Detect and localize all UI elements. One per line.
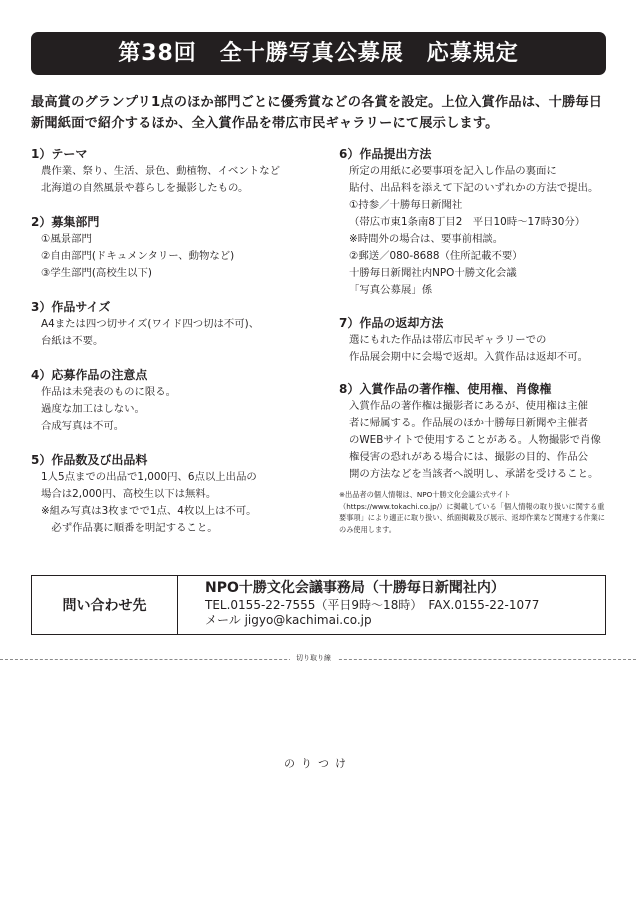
section-heading: 2）募集部門 [31,215,100,229]
section-size [31,298,331,350]
contact-email: メール jigyo@kachimai.co.jp [205,613,372,627]
section-heading: 1）テーマ [31,147,88,161]
section-line: 「写真公募展」係 [349,284,433,296]
section-line: 台紙は不要。 [41,335,104,347]
section-line: 選にもれた作品は帯広市民ギャラリーでの [349,334,547,346]
section-line: A4または四つ切サイズ(ワイド四つ切は不可)、 [41,318,260,330]
intro-text: 最高賞のグランプリ1点のほか部門ごとに優秀賞などの各賞を設定。上位入賞作品は、十勝毎日新聞紙面で紹介するほか、全入賞作品を帯広市民ギャラリーにて展示します。 [31,95,603,131]
section-line: のWEBサイトで使用することがある。人物撮影で肖像 [349,434,601,446]
section-line: ※時間外の場合は、要事前相談。 [349,233,504,245]
section-line: ①持参／十勝毎日新聞社 [349,199,463,211]
section-fees [31,451,331,537]
section-heading: 6）作品提出方法 [339,147,432,161]
section-line: 十勝毎日新聞社内NPO十勝文化会議 [349,267,517,279]
section-submission [339,145,611,299]
section-line: （帯広市東1条南8丁目2 平日10時～17時30分） [349,216,586,228]
contact-box [31,575,606,635]
contact-label: 問い合わせ先 [32,576,178,634]
contact-org: NPO十勝文化会議事務局（十勝毎日新聞社内） [205,580,505,596]
section-line: ③学生部門(高校生以下) [41,267,152,279]
section-line: 農作業、祭り、生活、景色、動植物、イベントなど [41,165,280,177]
section-line: 場合は2,000円、高校生以下は無料。 [41,488,217,500]
glue-label: のりつけ [284,757,352,770]
section-line: 北海道の自然風景や暮らしを撮影したもの。 [41,182,249,194]
section-line: 者に帰属する。作品展のほか十勝毎日新聞や主催者 [349,417,588,429]
section-line: 作品展会期中に会場で返却。入賞作品は返却不可。 [349,351,588,363]
section-heading: 4）応募作品の注意点 [31,368,148,382]
section-line: ②郵送／080-8688（住所記載不要） [349,250,523,262]
section-heading: 8）入賞作品の著作権、使用権、肖像権 [339,382,552,396]
section-rights [339,380,611,483]
section-line: 1人5点までの出品で1,000円、6点以上出品の [41,471,257,483]
contact-info [178,576,539,634]
page-title: 第38回 全十勝写真公募展 応募規定 [31,32,606,75]
section-line: 入賞作品の著作権は撮影者にあるが、使用権は主催 [349,400,588,412]
section-heading: 5）作品数及び出品料 [31,453,148,467]
left-column [31,145,331,537]
right-column [339,145,611,535]
section-notes [31,366,331,435]
cut-line-label: 切り取り線 [290,652,337,664]
section-line: 所定の用紙に必要事項を記入し作品の裏面に [349,165,557,177]
section-line: 過度な加工はしない。 [41,403,145,415]
section-line: 権侵害の恐れがある場合には、撮影の目的、作品公 [349,451,588,463]
section-line: ①風景部門 [41,233,92,245]
section-line: 必ず作品裏に順番を明記すること。 [41,522,218,534]
section-line: 開の方法などを当該者へ説明し、承諾を受けること。 [349,468,599,480]
section-categories [31,213,331,282]
section-line: 貼付、出品料を添えて下記のいずれかの方法で提出。 [349,182,599,194]
contact-phone: TEL.0155-22-7555（平日9時～18時） FAX.0155-22-1077 [205,598,540,612]
section-theme [31,145,331,197]
section-line: 作品は未発表のものに限る。 [41,386,177,398]
section-heading: 3）作品サイズ [31,300,111,314]
section-return [339,314,611,366]
section-line: ※組み写真は3枚までで1点、4枚以上は不可。 [41,505,257,517]
privacy-note: ※出品者の個人情報は、NPO十勝文化会議公式サイト（https://www.tokachi.co.jp/）に掲載している「個人情報の取り扱いに関する重要事項」により適正に取り扱い、紙面掲載及び展示、返却作業など関連する作業にのみ使用します。 [339,490,605,534]
section-heading: 7）作品の返却方法 [339,316,444,330]
section-line: ②自由部門(ドキュメンタリー、動物など) [41,250,235,262]
section-line: 合成写真は不可。 [41,420,125,432]
